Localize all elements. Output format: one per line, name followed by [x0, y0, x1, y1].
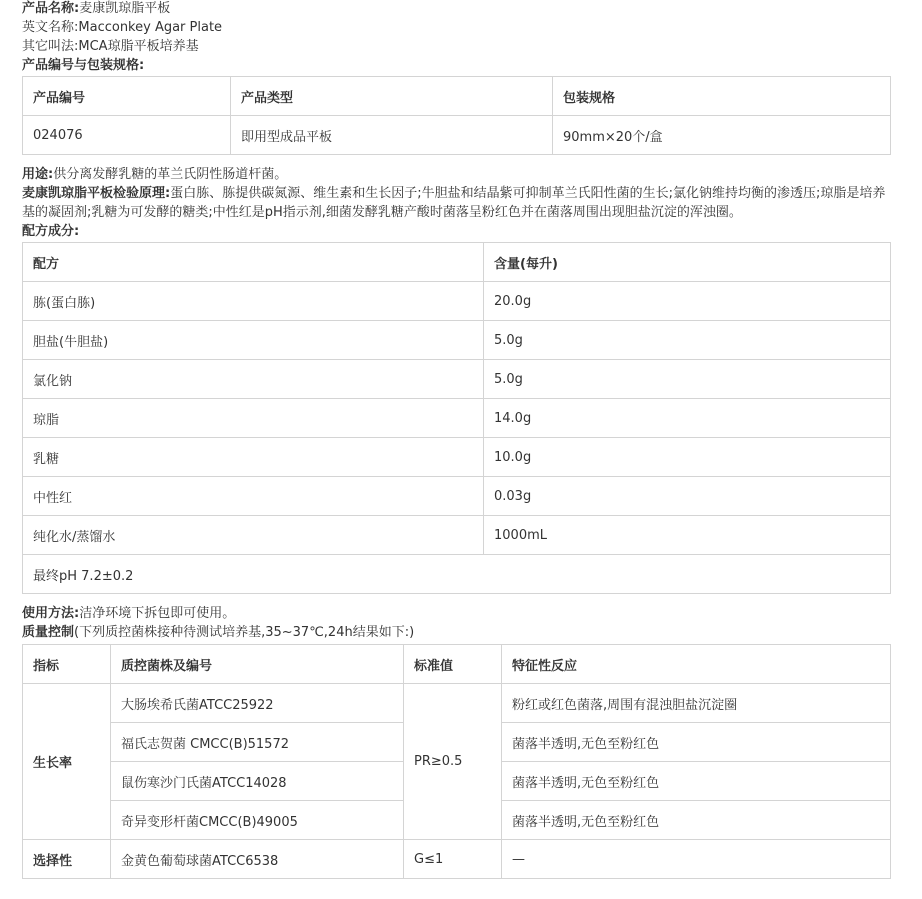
table-header-row [23, 243, 891, 282]
qc-label: 质量控制 [22, 625, 75, 640]
reaction-cell: 菌落半透明,无色至粉红色 [502, 723, 891, 762]
ingredient-cell: 琼脂 [23, 399, 484, 438]
product-code-cell: 024076 [23, 116, 231, 155]
amount-cell: 0.03g [484, 477, 891, 516]
usage-label: 用途: [22, 167, 54, 182]
final-ph-cell: 最终pH 7.2±0.2 [23, 555, 891, 594]
formula-heading: 配方成分: [22, 224, 80, 239]
qc-line [22, 623, 890, 642]
selectivity-standard-cell: G≤1 [404, 840, 502, 879]
table-row [23, 438, 891, 477]
english-name-line [22, 18, 890, 37]
spec-heading: 产品编号与包装规格: [22, 58, 145, 73]
table-row [23, 282, 891, 321]
column-header: 质控菌株及编号 [111, 645, 404, 684]
table-row [23, 840, 891, 879]
column-header: 产品类型 [231, 77, 553, 116]
principle-paragraph [22, 184, 890, 222]
column-header: 产品编号 [23, 77, 231, 116]
reaction-cell: 菌落半透明,无色至粉红色 [502, 801, 891, 840]
product-page [22, 0, 890, 879]
growth-standard-cell: PR≥0.5 [404, 684, 502, 840]
amount-cell: 14.0g [484, 399, 891, 438]
column-header: 指标 [23, 645, 111, 684]
strain-cell: 福氏志贺菌 CMCC(B)51572 [111, 723, 404, 762]
table-header-row [23, 645, 891, 684]
ingredient-cell: 乳糖 [23, 438, 484, 477]
column-header: 配方 [23, 243, 484, 282]
column-header: 含量(每升) [484, 243, 891, 282]
reaction-cell: 粉红或红色菌落,周围有混浊胆盐沉淀圈 [502, 684, 891, 723]
package-spec-cell: 90mm×20个/盒 [553, 116, 891, 155]
ingredient-cell: 胨(蛋白胨) [23, 282, 484, 321]
usage-line [22, 165, 890, 184]
table-row [23, 321, 891, 360]
english-name-label: 英文名称: [22, 20, 79, 35]
method-label: 使用方法: [22, 606, 80, 621]
ingredient-cell: 胆盐(牛胆盐) [23, 321, 484, 360]
table-row [23, 516, 891, 555]
table-row [23, 360, 891, 399]
principle-text: 蛋白胨、胨提供碳氮源、维生素和生长因子;牛胆盐和结晶紫可抑制革兰氏阳性菌的生长;氯化钠维持均衡的渗透压;琼脂是培养基的凝固剂;乳糖为可发酵的糖类;中性红是pH指示剂,细菌发酵乳糖产酸时菌落呈粉红色并在菌落周围出现胆盐沉淀的浑浊圈。 [22, 186, 886, 220]
column-header: 包装规格 [553, 77, 891, 116]
table-row [23, 116, 891, 155]
product-spec-table [22, 76, 891, 155]
table-header-row [23, 77, 891, 116]
column-header: 特征性反应 [502, 645, 891, 684]
reaction-cell: — [502, 840, 891, 879]
amount-cell: 5.0g [484, 360, 891, 399]
product-name: 麦康凯琼脂平板 [79, 1, 171, 16]
column-header: 标准值 [404, 645, 502, 684]
ingredient-cell: 中性红 [23, 477, 484, 516]
ingredient-cell: 纯化水/蒸馏水 [23, 516, 484, 555]
alias-label: 其它叫法: [22, 39, 79, 54]
strain-cell: 鼠伤寒沙门氏菌ATCC14028 [111, 762, 404, 801]
table-row [23, 684, 891, 723]
selectivity-label-cell: 选择性 [23, 840, 111, 879]
strain-cell: 大肠埃希氏菌ATCC25922 [111, 684, 404, 723]
ingredient-cell: 氯化钠 [23, 360, 484, 399]
amount-cell: 1000mL [484, 516, 891, 555]
amount-cell: 20.0g [484, 282, 891, 321]
strain-cell: 金黄色葡萄球菌ATCC6538 [111, 840, 404, 879]
principle-label: 麦康凯琼脂平板检验原理: [22, 186, 171, 201]
reaction-cell: 菌落半透明,无色至粉红色 [502, 762, 891, 801]
table-row [23, 477, 891, 516]
amount-cell: 5.0g [484, 321, 891, 360]
alias: MCA琼脂平板培养基 [78, 39, 199, 54]
formula-table [22, 242, 891, 594]
english-name: Macconkey Agar Plate [78, 20, 223, 35]
method-text: 洁净环境下拆包即可使用。 [79, 606, 236, 621]
usage-text: 供分离发酵乳糖的革兰氏阴性肠道杆菌。 [53, 167, 288, 182]
growth-rate-label-cell: 生长率 [23, 684, 111, 840]
strain-cell: 奇异变形杆菌CMCC(B)49005 [111, 801, 404, 840]
product-name-line [22, 0, 890, 18]
table-row [23, 399, 891, 438]
product-name-label: 产品名称: [22, 1, 80, 16]
quality-control-table [22, 644, 891, 879]
qc-text: (下列质控菌株接种待测试培养基,35~37℃,24h结果如下:) [74, 625, 415, 640]
amount-cell: 10.0g [484, 438, 891, 477]
alias-line [22, 37, 890, 56]
method-line [22, 604, 890, 623]
table-row [23, 555, 891, 594]
product-type-cell: 即用型成品平板 [231, 116, 553, 155]
